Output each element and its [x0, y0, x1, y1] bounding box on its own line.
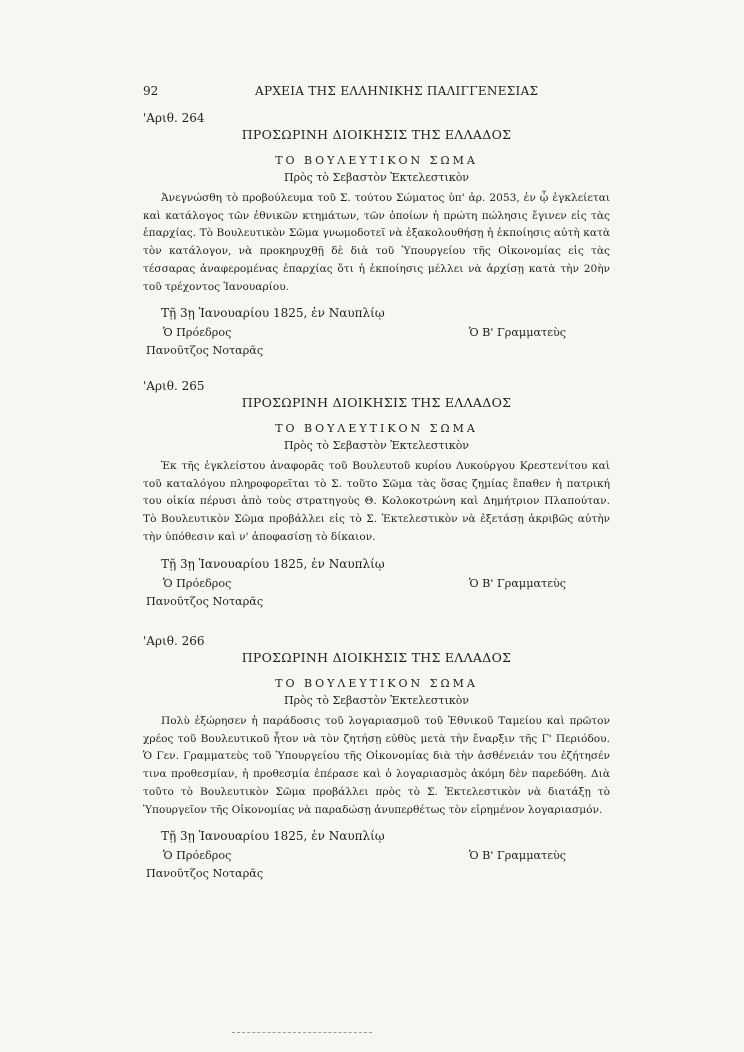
dateline: Τῇ 3ῃ Ἰανουαρίου 1825, ἐν Ναυπλίῳ [161, 829, 385, 844]
document-number: 'Αριθ. 265 [143, 379, 205, 393]
secretary-title: Ὁ Β' Γραμματεὺς [469, 849, 567, 863]
document-paragraph: Ἀνεγνώσθη τὸ προβούλευμα τοῦ Σ. τούτου Σώματος ὑπ' ἀρ. 2053, ἐν ᾧ ἐγκλείεται καὶ κατάλογος τῶν ἐθνικῶν κτημάτων, τῶν ὁποίων ἡ πρώτη πώλησις ἔγινεν εἰς τὰς ἐπαρχίας. Τὸ Βουλευτικὸν Σῶμα γνωμοδοτεῖ νὰ ἐξακολουθήσῃ ἡ ἐκποίησις αὐτὴ κατὰ τὸν κατάλογον, νὰ προκηρυχθῇ δὲ διὰ τοῦ Ὑπουργείου τῆς Οἰκονομίας εἰς τὰς τέσσαρας ἀναφερομένας ἐπαρχίας ὅτι ἡ ἐκποίησις μέλλει νὰ ἀρχίσῃ κατὰ τὴν 20ὴν τοῦ τρέχοντος Ἰανουαρίου. [143, 192, 610, 293]
signatures [143, 849, 610, 889]
dateline: Τῇ 3ῃ Ἰανουαρίου 1825, ἐν Ναυπλίῳ [161, 306, 385, 321]
president-name: Πανοῦτζος Νοταρᾶς [146, 344, 264, 358]
document-266 [143, 634, 610, 889]
document-heading: ΠΡΟΣΩΡΙΝΗ ΔΙΟΙΚΗΣΙΣ ΤΗΣ ΕΛΛΑΔΟΣ [241, 395, 512, 410]
document-heading: ΠΡΟΣΩΡΙΝΗ ΔΙΟΙΚΗΣΙΣ ΤΗΣ ΕΛΛΑΔΟΣ [241, 127, 512, 142]
president-title: Ὁ Πρόεδρος [163, 326, 232, 340]
addressee: Πρὸς τὸ Σεβαστὸν Ἐκτελεστικὸν [283, 439, 469, 452]
signatures [143, 326, 610, 366]
document-265 [143, 379, 610, 617]
issuing-body: ΤΟ ΒΟΥΛΕΥΤΙΚΟΝ ΣΩΜΑ [275, 677, 478, 690]
document-paragraph: Ἐκ τῆς ἐγκλείστου ἀναφορᾶς τοῦ Βουλευτοῦ κυρίου Λυκούργου Κρεστενίτου καὶ τοῦ καταλόγου πληροφορεῖται τὸ Σ. τοῦτο Σῶμα τὰς ὅσας ζημίας ἔπαθεν ἡ πατρική του οἰκία πέρυσι ἀπὸ τοὺς στρατηγοὺς Θ. Κολοκοτρώνη καὶ Δημήτριον Πλαπούταν. Τὸ Βουλευτικὸν Σῶμα προβάλλει εἰς τὸ Σ. Ἐκτελεστικὸν νὰ ἐξετάσῃ ἀκριβῶς αὐτὴν τὴν ὑπόθεσιν καὶ ν' ἀποφασίσῃ τὸ δίκαιον. [143, 460, 610, 543]
issuing-body: ΤΟ ΒΟΥΛΕΥΤΙΚΟΝ ΣΩΜΑ [275, 422, 478, 435]
footer-divider [232, 1032, 372, 1035]
addressee: Πρὸς τὸ Σεβαστὸν Ἐκτελεστικὸν [283, 694, 469, 707]
addressee: Πρὸς τὸ Σεβαστὸν Ἐκτελεστικὸν [283, 171, 469, 184]
president-name: Πανοῦτζος Νοταρᾶς [146, 867, 264, 881]
president-name: Πανοῦτζος Νοταρᾶς [146, 594, 264, 608]
president-title: Ὁ Πρόεδρος [163, 576, 232, 590]
document-number: 'Αριθ. 264 [143, 111, 205, 125]
running-title: ΑΡΧΕΙΑ ΤΗΣ ΕΛΛΗΝΙΚΗΣ ΠΑΛΙΓΓΕΝΕΣΙΑΣ [255, 84, 539, 98]
document-heading: ΠΡΟΣΩΡΙΝΗ ΔΙΟΙΚΗΣΙΣ ΤΗΣ ΕΛΛΑΔΟΣ [241, 650, 512, 665]
document-paragraph: Πολὺ ἐξώρησεν ἡ παράδοσις τοῦ λογαριασμοῦ τοῦ Ἐθνικοῦ Ταμείου καὶ πρῶτον χρέος τοῦ Βουλευτικοῦ ἦτον νὰ τὸν ζητήσῃ εὐθὺς μετὰ τὴν ἔναρξιν τῆς Γ' Περιόδου. Ὁ Γεν. Γραμματεὺς τοῦ Ὑπουργείου τῆς Οἰκονομίας διὰ τὴν ἀσθένειάν του ἐζήτησέν τινα προθεσμίαν, ἡ προθεσμία ἐπέρασε καὶ ὁ λογαριασμὸς ἀκόμη δὲν παρεδόθη. Διὰ τοῦτο τὸ Βουλευτικὸν Σῶμα προβάλλει πρὸς τὸ Σ. Ἐκτελεστικὸν νὰ διατάξῃ τὸ Ὑπουργεῖον τῆς Οἰκονομίας νὰ παραδώσῃ ἀνυπερθέτως τὸν εἰρημένον λογαριασμόν. [143, 715, 610, 816]
dateline: Τῇ 3ῃ Ἰανουαρίου 1825, ἐν Ναυπλίῳ [161, 556, 385, 571]
secretary-title: Ὁ Β' Γραμματεὺς [469, 326, 567, 340]
document-264 [143, 111, 610, 366]
secretary-title: Ὁ Β' Γραμματεὺς [469, 576, 567, 590]
signatures [143, 577, 610, 617]
president-title: Ὁ Πρόεδρος [163, 849, 232, 863]
page-number: 92 [143, 84, 159, 98]
document-number: 'Αριθ. 266 [143, 634, 205, 648]
issuing-body: ΤΟ ΒΟΥΛΕΥΤΙΚΟΝ ΣΩΜΑ [275, 154, 478, 167]
